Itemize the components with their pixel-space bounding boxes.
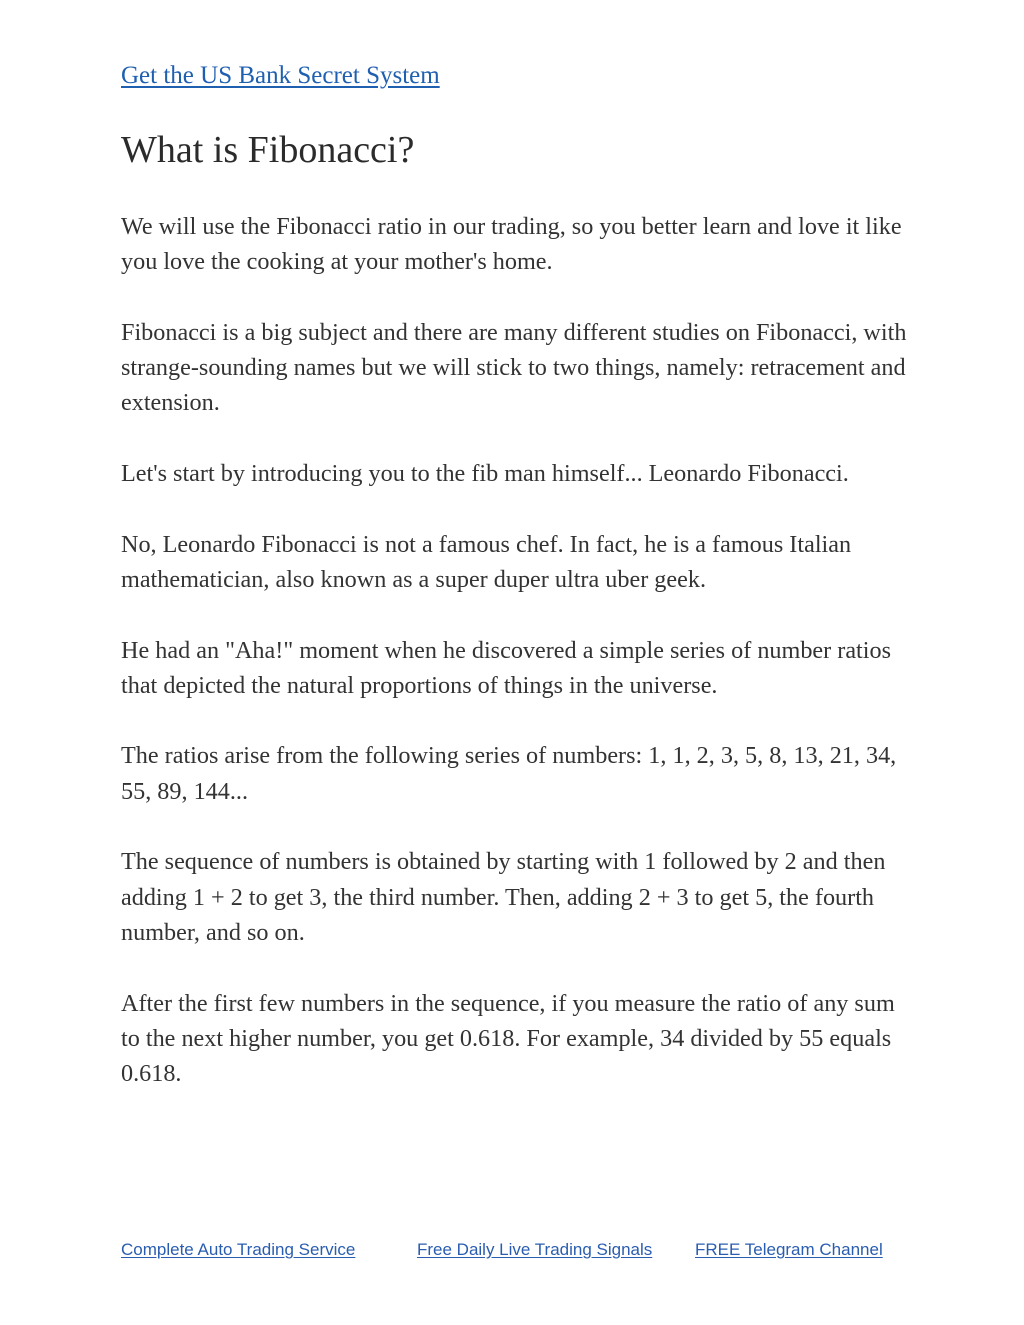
live-trading-signals-link[interactable]: Free Daily Live Trading Signals <box>417 1240 653 1259</box>
telegram-channel-link[interactable]: FREE Telegram Channel <box>695 1240 883 1259</box>
article-body <box>121 209 911 1127</box>
paragraph-sequence: The sequence of numbers is obtained by starting with 1 followed by 2 and then adding 1 + 2 to get 3, the third number. Then, adding 2 + 3 to get 5, the fourth number, and so on. <box>121 848 886 946</box>
paragraph-subject: Fibonacci is a big subject and there are many different studies on Fibonacci, with strange-sounding names but we will stick to two things, namely: retracement and extension. <box>121 318 907 417</box>
page-title: What is Fibonacci? <box>121 129 415 171</box>
paragraph-introduction: Let's start by introducing you to the fib man himself... Leonardo Fibonacci. <box>121 460 849 488</box>
paragraph-mathematician: No, Leonardo Fibonacci is not a famous chef. In fact, he is a famous Italian mathematician, also known as a super duper ultra uber geek. <box>121 530 852 593</box>
auto-trading-service-link[interactable]: Complete Auto Trading Service <box>121 1240 356 1259</box>
paragraph-intro: We will use the Fibonacci ratio in our trading, so you better learn and love it like you love the cooking at your mother's home. <box>121 213 902 276</box>
us-bank-secret-system-link[interactable]: Get the US Bank Secret System <box>121 62 440 89</box>
paragraph-ratio: After the first few numbers in the sequence, if you measure the ratio of any sum to the next higher number, you get 0.618. For example, 34 divided by 55 equals 0.618. <box>121 989 895 1088</box>
paragraph-series: The ratios arise from the following series of numbers: 1, 1, 2, 3, 5, 8, 13, 21, 34, 55, 89, 144... <box>121 742 897 805</box>
paragraph-aha-moment: He had an "Aha!" moment when he discovered a simple series of number ratios that depicted the natural proportions of things in the universe. <box>121 636 891 699</box>
